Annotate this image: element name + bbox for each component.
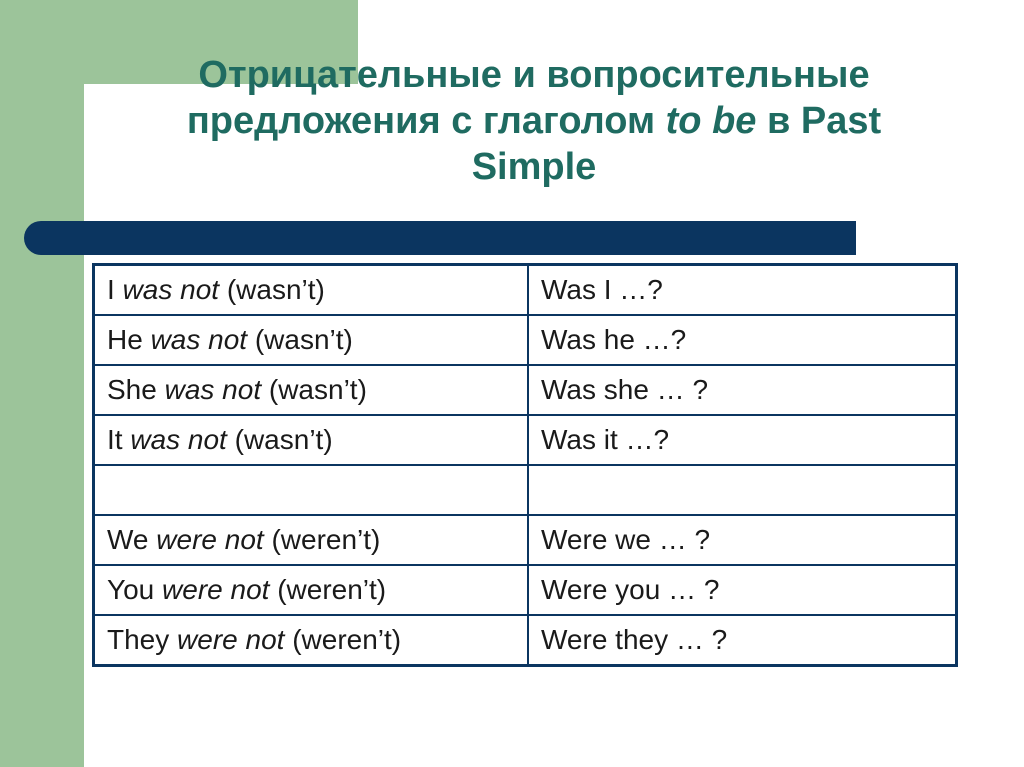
question-form-cell: Was she … ? [528,365,957,415]
subject: It [107,424,131,455]
short-form: (weren’t) [284,624,402,655]
table-row [94,515,957,565]
negative-form-cell [94,515,529,565]
question-form-cell: Was it …? [528,415,957,465]
title-line-2-italic: to be [665,100,757,142]
question-form-cell: Was he …? [528,315,957,365]
conjugation-table [92,263,958,667]
table-row [94,265,957,316]
negative-form-cell [94,465,529,515]
short-form: (wasn’t) [219,274,325,305]
title-line-3: Simple [471,146,597,188]
table-row [94,615,957,666]
subject: She [107,374,165,405]
short-form: (wasn’t) [247,324,353,355]
question-form-cell [528,465,957,515]
negative-verb: were not [162,574,270,605]
question-form-cell: Were we … ? [528,515,957,565]
question-form-cell: Were they … ? [528,615,957,666]
subject: We [107,524,157,555]
negative-form-cell [94,315,529,365]
negative-verb: was not [122,274,220,305]
short-form: (weren’t) [269,574,387,605]
title-divider-bar [24,221,856,255]
negative-form-cell [94,615,529,666]
short-form: (wasn’t) [226,424,333,455]
question-form-cell: Were you … ? [528,565,957,615]
negative-verb: was not [150,324,248,355]
negative-verb: were not [156,524,264,555]
table-row [94,315,957,365]
table-row [94,365,957,415]
negative-form-cell [94,565,529,615]
table-row [94,565,957,615]
slide-title [84,52,984,190]
negative-form-cell [94,365,529,415]
negative-form-cell [94,415,529,465]
table-row [94,415,957,465]
title-line-2-prefix: предложения с глаголом [186,100,666,142]
negative-verb: was not [130,424,227,455]
question-form-cell: Was I …? [528,265,957,316]
subject: He [107,324,151,355]
negative-verb: were not [177,624,285,655]
subject: You [107,574,163,605]
subject: I [107,274,123,305]
subject: They [107,624,178,655]
negative-form-cell [94,265,529,316]
table-row-empty [94,465,957,515]
short-form: (weren’t) [263,524,381,555]
negative-verb: was not [164,374,262,405]
short-form: (wasn’t) [261,374,367,405]
title-line-1: Отрицательные и вопросительные [198,54,870,96]
title-line-2-suffix: в Past [756,100,882,142]
green-side-band [0,0,84,767]
